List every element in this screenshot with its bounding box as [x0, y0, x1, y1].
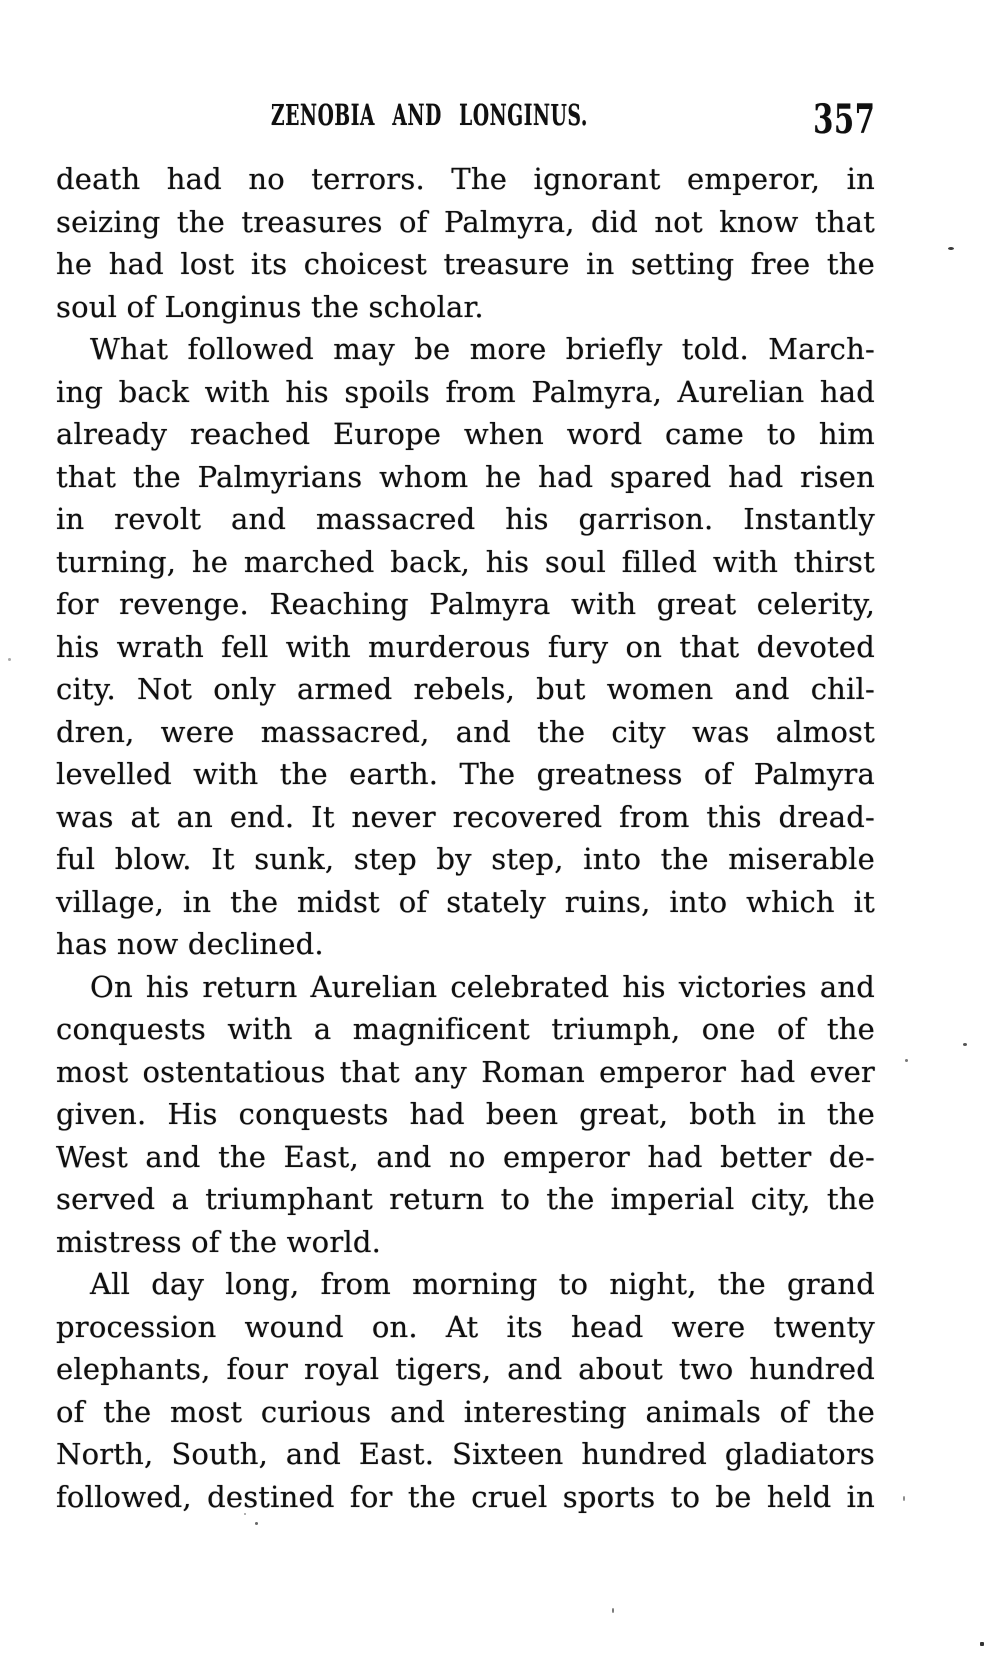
- text-line: for revenge. Reaching Palmyra with great celerity,: [56, 587, 875, 621]
- scan-speck: [8, 658, 11, 661]
- text-line: village, in the midst of stately ruins, into which it: [56, 884, 875, 919]
- text-line: followed, destined for the cruel sports to be held in: [56, 1479, 875, 1514]
- text-line: ful blow. It sunk, step by step, into the miserable: [56, 842, 875, 876]
- text-line: that the Palmyrians whom he had spared had risen: [56, 459, 875, 494]
- text-line: has now declined.: [56, 927, 324, 961]
- text-line: mistress of the world.: [56, 1224, 382, 1259]
- text-line: West and the East, and no emperor had better de-: [56, 1139, 875, 1174]
- text-line: seizing the treasures of Palmyra, did not know that: [56, 204, 875, 239]
- paragraph: [56, 158, 875, 328]
- text-line: North, South, and East. Sixteen hundred gladiators: [56, 1437, 875, 1471]
- text-line: ing back with his spoils from Palmyra, Aurelian had: [56, 374, 875, 409]
- text-line: served a triumphant return to the imperial city, the: [56, 1182, 875, 1216]
- text-line: levelled with the earth. The greatness of Palmyra: [56, 757, 875, 791]
- text-line: procession wound on. At its head were twenty: [56, 1309, 875, 1344]
- text-line: elephants, four royal tigers, and about two hundred: [56, 1352, 875, 1386]
- scan-speck: [903, 1496, 905, 1501]
- running-title: ZENOBIA AND LONGINUS.: [271, 98, 588, 132]
- scan-speck: [980, 1642, 984, 1646]
- scan-speck: [612, 1608, 614, 1613]
- text-line: given. His conquests had been great, both in the: [56, 1097, 875, 1131]
- scan-speck: [905, 1059, 908, 1062]
- text-line: All day long, from morning to night, the grand: [90, 1267, 875, 1301]
- paragraph: [56, 1263, 875, 1518]
- text-line: most ostentatious that any Roman emperor had ever: [56, 1054, 875, 1089]
- text-line: was at an end. It never recovered from this dread-: [56, 799, 875, 834]
- text-line: turning, he marched back, his soul filled with thirst: [56, 544, 875, 579]
- page-number: 357: [812, 96, 875, 143]
- text-line: city. Not only armed rebels, but women and chil-: [56, 672, 875, 706]
- scan-speck: [244, 1513, 246, 1515]
- scan-speck: [963, 1043, 967, 1046]
- text-line: of the most curious and interesting animals of the: [56, 1394, 875, 1429]
- text-line: soul of Longinus the scholar.: [56, 289, 484, 324]
- text-line: What followed may be more briefly told. March-: [90, 332, 875, 366]
- text-line: conquests with a magnificent triumph, one of the: [56, 1012, 875, 1046]
- text-line: in revolt and massacred his garrison. Instantly: [56, 502, 875, 536]
- text-line: dren, were massacred, and the city was almost: [56, 714, 875, 749]
- text-line: On his return Aurelian celebrated his victories and: [90, 969, 875, 1004]
- scan-speck: [255, 1522, 258, 1525]
- text-line: death had no terrors. The ignorant emperor, in: [56, 162, 875, 196]
- text-line: his wrath fell with murderous fury on that devoted: [56, 629, 875, 664]
- text-line: already reached Europe when word came to him: [56, 417, 875, 451]
- paragraph: [56, 966, 875, 1264]
- page-header: [0, 0, 1000, 150]
- page-body: [56, 158, 875, 1518]
- text-line: he had lost its choicest treasure in setting free the: [56, 247, 875, 281]
- scan-speck: [948, 247, 954, 250]
- paragraph: [56, 328, 875, 966]
